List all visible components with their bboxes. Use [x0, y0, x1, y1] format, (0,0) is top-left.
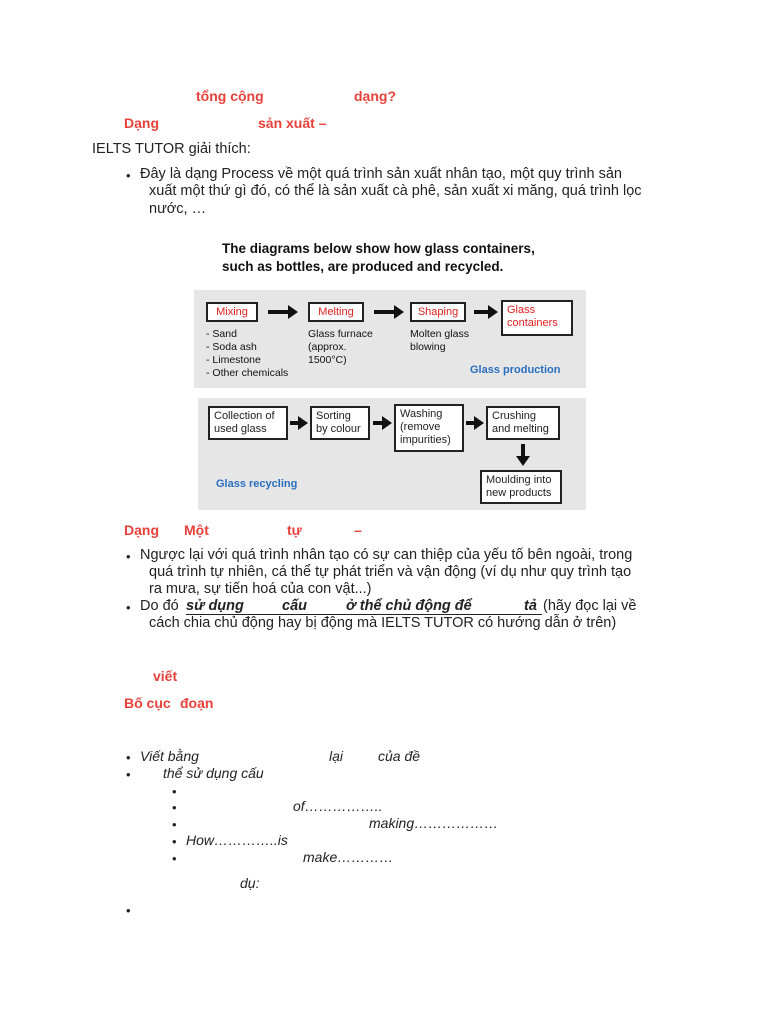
heading-natural-b: Một [184, 522, 209, 538]
bullet3-emphasis-1: sử dụng [186, 598, 244, 614]
mixing-notes [206, 328, 288, 380]
heading-natural-a: Dạng [124, 522, 159, 538]
melting-note: 1500°C) [308, 354, 347, 366]
mixing-note: - Sand [206, 328, 237, 340]
melting-box: Melting [308, 302, 364, 322]
intro-text: IELTS TUTOR giải thích: [92, 141, 251, 157]
collection-box: Collection of used glass [208, 406, 288, 440]
heading-write: viết [153, 668, 178, 684]
heading-layout-a: Bố cục [124, 695, 171, 711]
bullet1-line3: nước, … [149, 201, 207, 217]
production-panel [194, 290, 586, 388]
heading-layout-b: đoạn [180, 695, 214, 711]
list-item-1a: Viết bằng [140, 748, 199, 764]
heading-type-b: sản xuất – [258, 115, 327, 131]
list-item-2: thể sử dụng cấu [163, 765, 264, 781]
bullet-dot: • [126, 600, 131, 615]
arrow-right-icon [466, 416, 484, 430]
sorting-box: Sorting by colour [310, 406, 370, 440]
figure-title [222, 240, 535, 276]
heading-natural-d: – [354, 522, 362, 538]
melting-note: (approx. [308, 341, 347, 353]
bullet-dot: • [126, 903, 131, 918]
heading-type-a: Dạng [124, 115, 159, 131]
bullet2-line3: ra mưa, sự tiến hoá của con vật...) [149, 581, 372, 597]
melting-note: Glass furnace [308, 328, 373, 340]
bullet1-line1: Đây là dạng Process về một quá trình sản xuất nhân tạo, một quy trình sản [140, 166, 622, 182]
crushing-box: Crushing and melting [486, 406, 560, 440]
heading-natural-c: tự [287, 522, 302, 538]
sub-item-2: of…………….. [293, 798, 383, 814]
mixing-note: - Soda ash [206, 341, 257, 353]
bullet-dot: • [126, 168, 131, 183]
shaping-note: Molten glass [410, 328, 469, 340]
bullet3-prefix: Do đó [140, 598, 179, 614]
arrow-down-icon [516, 444, 530, 466]
bullet-dot: • [172, 834, 177, 849]
glass-recycling-label: Glass recycling [216, 478, 298, 490]
melting-notes [308, 328, 373, 367]
glass-process-diagram [194, 228, 588, 512]
bullet-dot: • [172, 851, 177, 866]
bullet3-emphasis-4: tả [524, 598, 537, 614]
sub-item-4: How…………..is [186, 832, 288, 848]
moulding-box: Moulding into new products [480, 470, 562, 504]
bullet-dot: • [172, 784, 177, 799]
arrow-right-icon [373, 416, 392, 430]
mixing-note: - Limestone [206, 354, 261, 366]
bullet1-line2: xuất một thứ gì đó, có thể là sản xuất cà phê, sản xuất xi măng, quá trình lọc [149, 183, 642, 199]
list-item-1c: của đề [378, 748, 421, 764]
figure-title-line1: The diagrams below show how glass containers, [222, 241, 535, 256]
glass-containers-box: Glass containers [501, 300, 573, 336]
sub-item-3: making……………… [369, 815, 499, 831]
shaping-notes [410, 328, 469, 354]
mixing-box: Mixing [206, 302, 258, 322]
bullet3-emphasis-3: ở thể chủ động để [346, 598, 472, 614]
recycling-panel [198, 398, 586, 510]
bullet3-emphasis-2: cấu [282, 598, 307, 614]
figure-title-line2: such as bottles, are produced and recycled. [222, 259, 504, 274]
arrow-right-icon [290, 416, 308, 430]
sub-item-5: make………… [303, 849, 394, 865]
bullet-dot: • [172, 800, 177, 815]
bullet-dot: • [172, 817, 177, 832]
bullet-dot: • [126, 767, 131, 782]
bullet2-line2: quá trình tự nhiên, cá thể tự phát triển và vận động (ví dụ như quy trình tạo [149, 564, 632, 580]
shaping-note: blowing [410, 341, 446, 353]
heading-total-b: dạng? [354, 88, 396, 104]
bullet3-suffix: (hãy đọc lại về [543, 598, 637, 614]
shaping-box: Shaping [410, 302, 466, 322]
example-label: dụ: [240, 875, 260, 891]
mixing-note: - Other chemicals [206, 367, 289, 379]
list-item-1b: lại [329, 748, 344, 764]
arrow-right-icon [474, 305, 498, 319]
bullet-dot: • [126, 549, 131, 564]
washing-box: Washing (remove impurities) [394, 404, 464, 452]
bullet2-line1: Ngược lại với quá trình nhân tạo có sự can thiệp của yếu tố bên ngoài, trong [140, 547, 633, 563]
bullet-dot: • [126, 750, 131, 765]
bullet3-line2: cách chia chủ động hay bị động mà IELTS TUTOR có hướng dẫn ở trên) [149, 615, 617, 631]
heading-total-a: tổng cộng [196, 88, 264, 104]
glass-production-label: Glass production [470, 364, 561, 376]
arrow-right-icon [268, 305, 298, 319]
arrow-right-icon [374, 305, 404, 319]
